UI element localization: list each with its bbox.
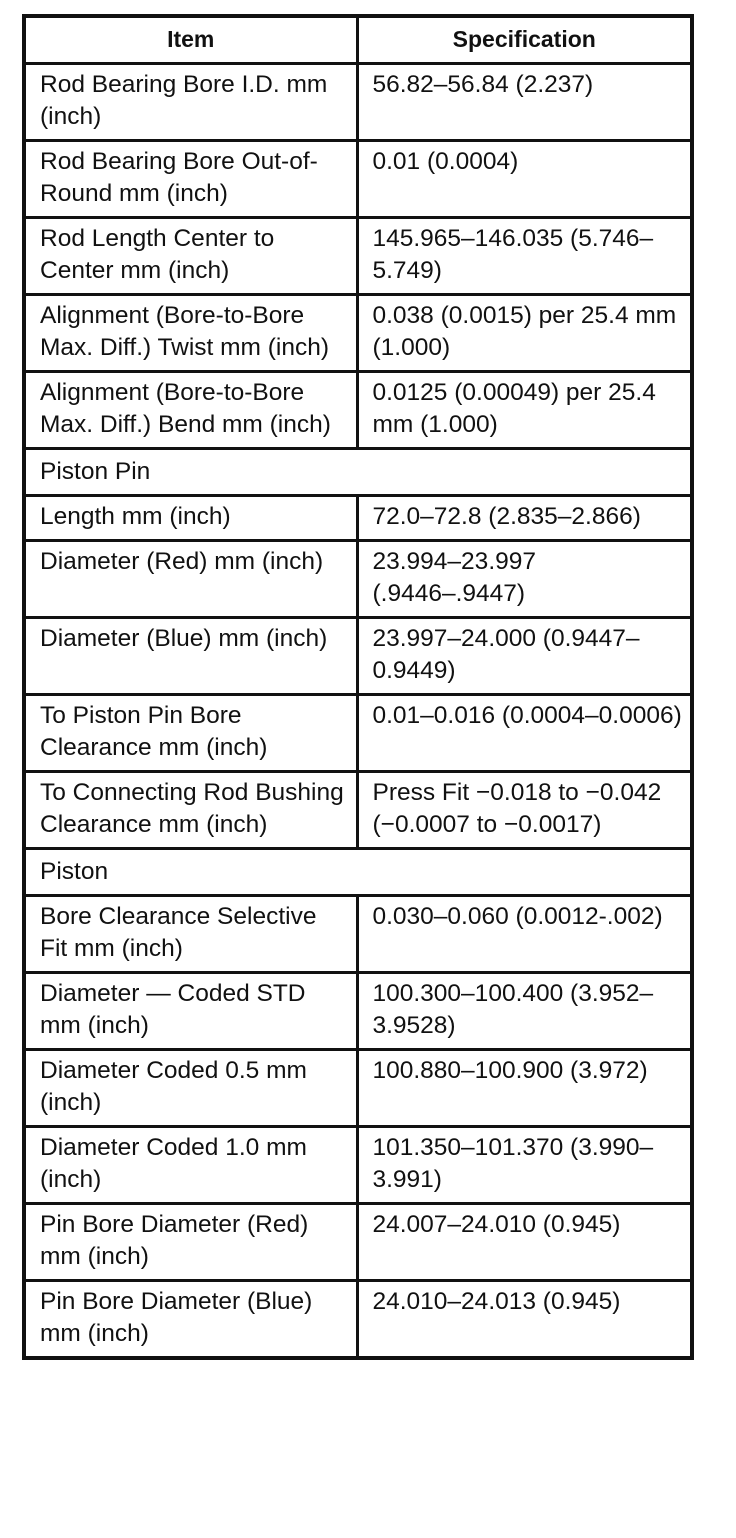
section-row (24, 849, 692, 896)
table-header (24, 16, 692, 64)
spec-cell: 24.007–24.010 (0.945) (357, 1204, 692, 1281)
item-cell: Diameter Coded 1.0 mm (inch) (24, 1127, 357, 1204)
spec-cell: 145.965–146.035 (5.746–5.749) (357, 218, 692, 295)
table-body (24, 64, 692, 1359)
item-cell: Bore Clearance Selective Fit mm (inch) (24, 896, 357, 973)
spec-cell: 0.01 (0.0004) (357, 141, 692, 218)
spec-cell: 0.01–0.016 (0.0004–0.0006) (357, 695, 692, 772)
item-cell: Diameter (Red) mm (inch) (24, 541, 357, 618)
section-row (24, 449, 692, 496)
table-row (24, 695, 692, 772)
spec-cell: 100.880–100.900 (3.972) (357, 1050, 692, 1127)
item-cell: To Piston Pin Bore Clearance mm (inch) (24, 695, 357, 772)
spec-cell: 24.010–24.013 (0.945) (357, 1281, 692, 1359)
item-cell: Diameter (Blue) mm (inch) (24, 618, 357, 695)
header-item: Item (24, 16, 357, 64)
spec-cell: 23.997–24.000 (0.9447–0.9449) (357, 618, 692, 695)
table-row (24, 496, 692, 541)
spec-cell: 0.0125 (0.00049) per 25.4 mm (1.000) (357, 372, 692, 449)
section-heading: Piston (24, 849, 692, 896)
item-cell: Pin Bore Diameter (Blue) mm (inch) (24, 1281, 357, 1359)
header-row (24, 16, 692, 64)
item-cell: Alignment (Bore-to-Bore Max. Diff.) Twist mm (inch) (24, 295, 357, 372)
table-row (24, 295, 692, 372)
table-row (24, 1281, 692, 1359)
spec-cell: Press Fit −0.018 to −0.042 (−0.0007 to −0.0017) (357, 772, 692, 849)
item-cell: Diameter — Coded STD mm (inch) (24, 973, 357, 1050)
spec-cell: 0.030–0.060 (0.0012-.002) (357, 896, 692, 973)
table-row (24, 218, 692, 295)
table-row (24, 141, 692, 218)
table-row (24, 1050, 692, 1127)
section-heading: Piston Pin (24, 449, 692, 496)
table-row (24, 541, 692, 618)
spec-cell: 23.994–23.997 (.9446–.9447) (357, 541, 692, 618)
header-specification: Specification (357, 16, 692, 64)
item-cell: To Connecting Rod Bushing Clearance mm (inch) (24, 772, 357, 849)
table-row (24, 1127, 692, 1204)
spec-cell: 0.038 (0.0015) per 25.4 mm (1.000) (357, 295, 692, 372)
table-row (24, 772, 692, 849)
item-cell: Length mm (inch) (24, 496, 357, 541)
spec-cell: 100.300–100.400 (3.952–3.9528) (357, 973, 692, 1050)
item-cell: Pin Bore Diameter (Red) mm (inch) (24, 1204, 357, 1281)
table-row (24, 896, 692, 973)
spec-cell: 56.82–56.84 (2.237) (357, 64, 692, 141)
table-row (24, 372, 692, 449)
item-cell: Diameter Coded 0.5 mm (inch) (24, 1050, 357, 1127)
item-cell: Rod Length Center to Center mm (inch) (24, 218, 357, 295)
spec-cell: 72.0–72.8 (2.835–2.866) (357, 496, 692, 541)
table-row (24, 1204, 692, 1281)
spec-cell: 101.350–101.370 (3.990–3.991) (357, 1127, 692, 1204)
table-row (24, 64, 692, 141)
specification-table (22, 14, 694, 1360)
table-row (24, 618, 692, 695)
item-cell: Alignment (Bore-to-Bore Max. Diff.) Bend mm (inch) (24, 372, 357, 449)
item-cell: Rod Bearing Bore I.D. mm (inch) (24, 64, 357, 141)
item-cell: Rod Bearing Bore Out-of-Round mm (inch) (24, 141, 357, 218)
table-row (24, 973, 692, 1050)
